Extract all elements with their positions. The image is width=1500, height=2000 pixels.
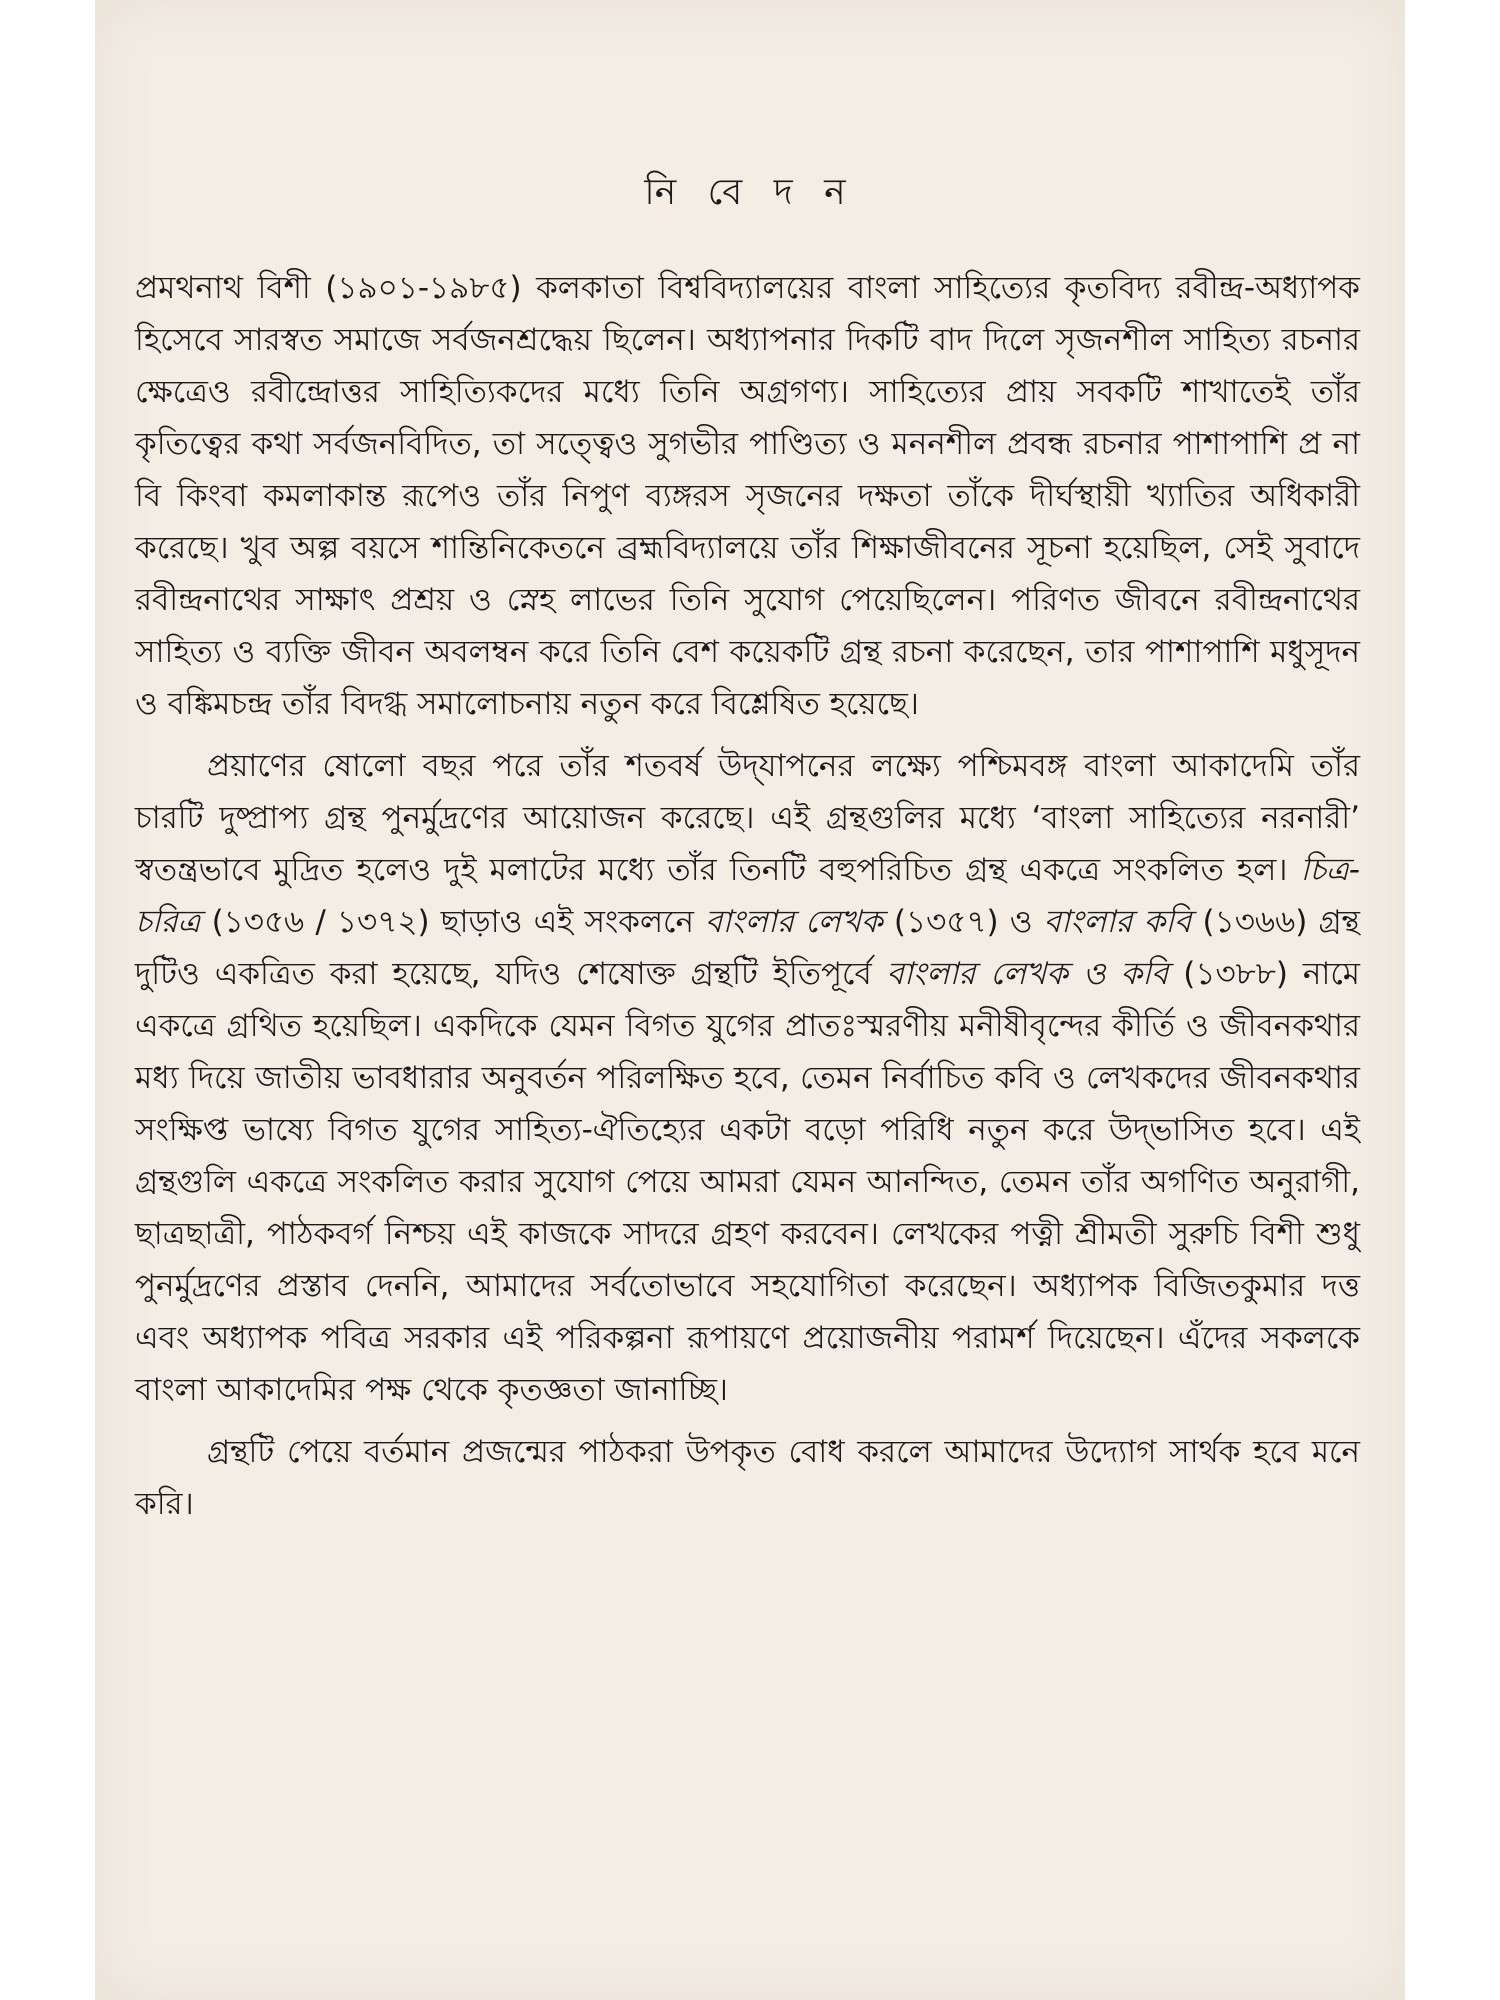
body-text [135, 262, 1360, 1530]
paragraph-3: গ্রন্থটি পেয়ে বর্তমান প্রজন্মের পাঠকরা উপকৃত বোধ করলে আমাদের উদ্যোগ সার্থক হবে মনে করি। [135, 1434, 1360, 1522]
book-title-banglar-kabi: বাংলার কবি [1043, 904, 1192, 940]
book-title-banglar-lekhak: বাংলার লেখক [705, 904, 883, 940]
paragraph-2-text-4: (১৩৬৬) গ্রন্থ দুটিও একত্রিত করা হয়েছে, যদিও শেষোক্ত গ্রন্থটি ইতিপূর্বে [135, 904, 1360, 992]
book-title-chitra-charitra: চিত্র-চরিত্র [135, 852, 1360, 940]
paragraph-2-text-3: (১৩৫৭) ও [882, 904, 1044, 940]
page-title: নি বে দ ন [644, 172, 856, 213]
paragraph-2-text-5: (১৩৮৮) নামে একত্রে গ্রথিত হয়েছিল। একদিকে যেমন বিগত যুগের প্রাতঃস্মরণীয় মনীষীবৃন্দের কীর্তি ও জীবনকথার মধ্য দিয়ে জাতীয় ভাবধারার অনুবর্তন পরিলক্ষিত হবে, তেমন নির্বাচিত কবি ও লেখকদের জীবনকথার সংক্ষিপ্ত ভাষ্যে বিগত যুগের সাহিত্য-ঐতিহ্যের একটা বড়ো পরিধি নতুন করে উদ্‌ভাসিত হবে। এই গ্রন্থগুলি একত্রে সংকলিত করার সুযোগ পেয়ে আমরা যেমন আনন্দিত, তেমন তাঁর অগণিত অনুরাগী, ছাত্রছাত্রী, পাঠকবর্গ নিশ্চয় এই কাজকে সাদরে গ্রহণ করবেন। লেখকের পত্নী শ্রীমতী সুরুচি বিশী শুধু পুনর্মুদ্রণের প্রস্তাব দেননি, আমাদের সর্বতোভাবে সহযোগিতা করেছেন। অধ্যাপক বিজিতকুমার দত্ত এবং অধ্যাপক পবিত্র সরকার এই পরিকল্পনা রূপায়ণে প্রয়োজনীয় পরামর্শ দিয়েছেন। এঁদের সকলকে বাংলা আকাদেমির পক্ষ থেকে কৃতজ্ঞতা জানাচ্ছি। [135, 956, 1360, 1408]
paragraph-2-text-1: প্রয়াণের ষোলো বছর পরে তাঁর শতবর্ষ উদ্‌যাপনের লক্ষ্যে পশ্চিমবঙ্গ বাংলা আকাদেমি তাঁর চারটি দুষ্প্রাপ্য গ্রন্থ পুনর্মুদ্রণের আয়োজন করেছে। এই গ্রন্থগুলির মধ্যে ‘বাংলা সাহিত্যের নরনারী’ স্বতন্ত্রভাবে মুদ্রিত হলেও দুই মলাটের মধ্যে তাঁর তিনটি বহুপরিচিত গ্রন্থ একত্রে সংকলিত হল। [135, 748, 1360, 888]
paragraph-2-text-2: (১৩৫৬ / ১৩৭২) ছাড়াও এই সংকলনে [200, 904, 706, 940]
book-title-banglar-lekhak-o-kabi: বাংলার লেখক ও কবি [886, 956, 1169, 992]
paragraph-1: প্রমথনাথ বিশী (১৯০১-১৯৮৫) কলকাতা বিশ্ববিদ্যালয়ের বাংলা সাহিত্যের কৃতবিদ্য রবীন্দ্র-অধ্যাপক হিসেবে সারস্বত সমাজে সর্বজনশ্রদ্ধেয় ছিলেন। অধ্যাপনার দিকটি বাদ দিলে সৃজনশীল সাহিত্য রচনার ক্ষেত্রেও রবীন্দ্রোত্তর সাহিত্যিকদের মধ্যে তিনি অগ্রগণ্য। সাহিত্যের প্রায় সবকটি শাখাতেই তাঁর কৃতিত্বের কথা সর্বজনবিদিত, তা সত্ত্বেও সুগভীর পাণ্ডিত্য ও মননশীল প্রবন্ধ রচনার পাশাপাশি প্র না বি কিংবা কমলাকান্ত রূপেও তাঁর নিপুণ ব্যঙ্গরস সৃজনের দক্ষতা তাঁকে দীর্ঘস্থায়ী খ্যাতির অধিকারী করেছে। খুব অল্প বয়সে শান্তিনিকেতনে ব্রহ্মবিদ্যালয়ে তাঁর শিক্ষাজীবনের সূচনা হয়েছিল, সেই সুবাদে রবীন্দ্রনাথের সাক্ষাৎ প্রশ্রয় ও স্নেহ লাভের তিনি সুযোগ পেয়েছিলেন। পরিণত জীবনে রবীন্দ্রনাথের সাহিত্য ও ব্যক্তি জীবন অবলম্বন করে তিনি বেশ কয়েকটি গ্রন্থ রচনা করেছেন, তার পাশাপাশি মধুসূদন ও বঙ্কিমচন্দ্র তাঁর বিদগ্ধ সমালোচনায় নতুন করে বিশ্লেষিত হয়েছে। [135, 270, 1360, 722]
book-page [95, 0, 1405, 2000]
paragraph-2 [135, 740, 1360, 1416]
